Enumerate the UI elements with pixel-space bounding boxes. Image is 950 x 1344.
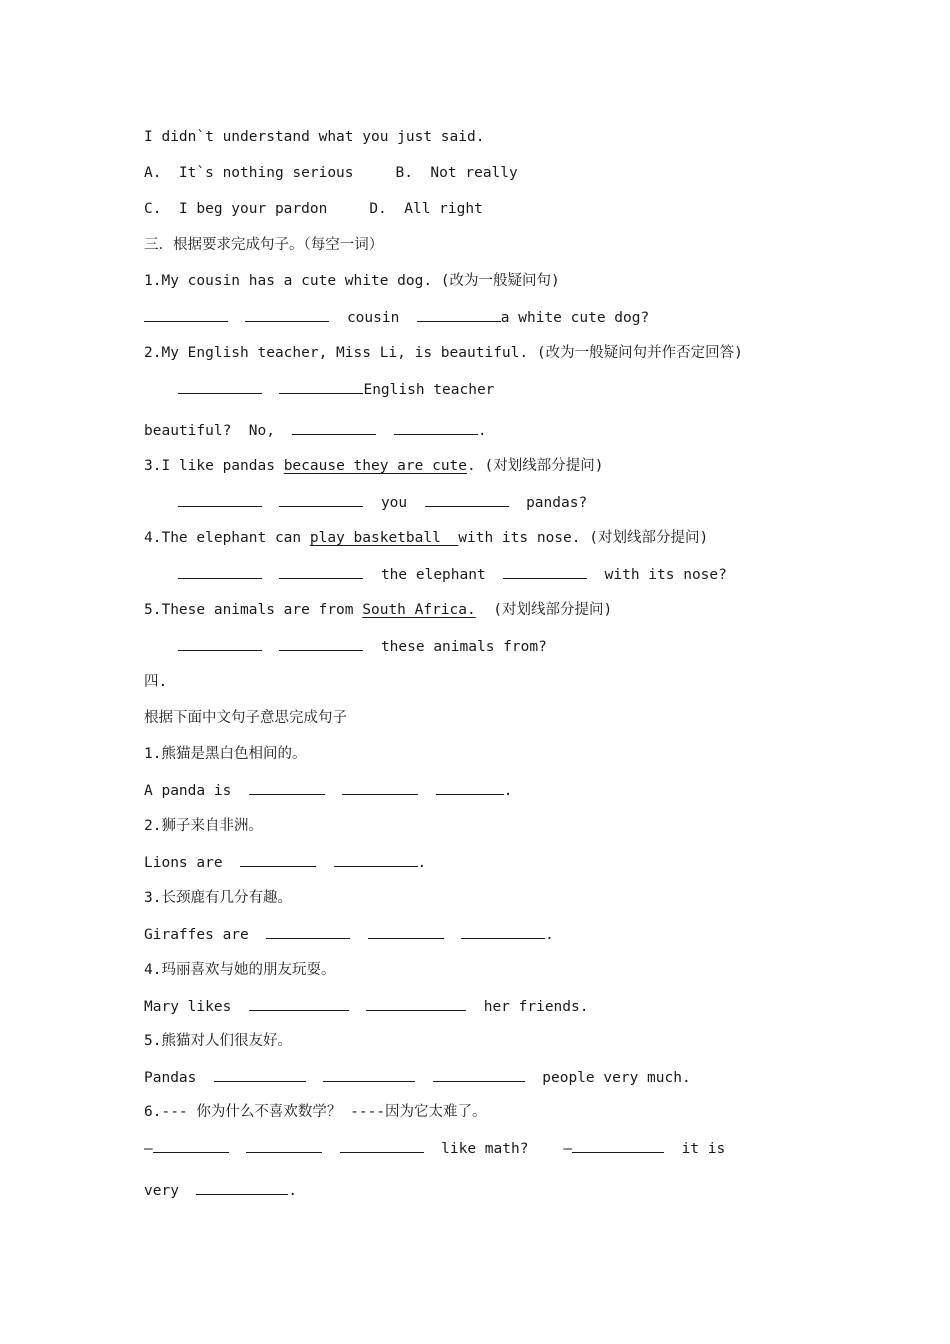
- answer-blank[interactable]: [279, 379, 363, 394]
- text-segment: 2.狮子来自非洲。: [144, 818, 263, 834]
- text-segment: English teacher: [363, 382, 495, 398]
- item-4-4-answer: [144, 996, 588, 1017]
- answer-blank[interactable]: [178, 492, 262, 507]
- option-b: B. Not really: [395, 165, 518, 181]
- text-segment: Giraffes are: [144, 927, 249, 943]
- text-segment: 3.I like pandas: [144, 458, 284, 474]
- answer-blank[interactable]: [249, 996, 349, 1011]
- section-4-heading: [144, 672, 167, 692]
- text-segment: .: [288, 1183, 298, 1199]
- item-3-5: [144, 600, 612, 620]
- text-segment: cousin: [346, 310, 400, 326]
- answer-blank[interactable]: [503, 564, 587, 579]
- text-segment: .: [477, 423, 487, 439]
- text-segment: .: [545, 927, 554, 943]
- text-segment: pandas?: [526, 495, 588, 511]
- text-segment: (对划线部分提问): [475, 602, 613, 618]
- answer-blank[interactable]: [425, 492, 509, 507]
- section-3-heading: [144, 235, 383, 255]
- answer-blank[interactable]: [266, 924, 350, 939]
- item-4-2-answer: [144, 852, 426, 873]
- text-segment: with its nose. (对划线部分提问): [458, 530, 709, 546]
- answer-blank[interactable]: [342, 780, 418, 795]
- text-segment: 4.The elephant can: [144, 530, 310, 546]
- answer-blank[interactable]: [366, 996, 466, 1011]
- answer-blank[interactable]: [340, 1138, 424, 1153]
- answer-blank[interactable]: [433, 1067, 525, 1082]
- text-segment: the elephant: [380, 567, 486, 583]
- text-segment: beautiful? No,: [144, 423, 275, 439]
- text-segment: 3.长颈鹿有几分有趣。: [144, 890, 292, 906]
- item-3-1-answer: [144, 307, 649, 328]
- answer-blank[interactable]: [279, 492, 363, 507]
- underlined-phrase: play basketball: [309, 530, 459, 546]
- text-segment: you: [380, 495, 408, 511]
- underlined-phrase: South Africa.: [362, 602, 476, 618]
- answer-blank[interactable]: [323, 1067, 415, 1082]
- section-4-instructions: [144, 708, 347, 728]
- item-3-5-answer: [178, 636, 547, 657]
- answer-blank[interactable]: [178, 636, 262, 651]
- answer-blank[interactable]: [144, 307, 228, 322]
- text-segment: —: [563, 1141, 573, 1157]
- text-segment: .: [417, 855, 427, 871]
- answer-blank[interactable]: [178, 564, 262, 579]
- text-segment: 1.熊猫是黑白色相间的。: [144, 746, 307, 762]
- answer-blank[interactable]: [572, 1138, 664, 1153]
- options-row-1: [144, 163, 518, 183]
- answer-blank[interactable]: [394, 420, 478, 435]
- answer-blank[interactable]: [436, 780, 504, 795]
- text-segment: —: [144, 1141, 153, 1157]
- item-4-6-answer-cont: [144, 1180, 297, 1201]
- option-a: A. It`s nothing serious: [144, 165, 354, 181]
- options-row-2: [144, 199, 483, 219]
- item-3-2-answer: [178, 379, 494, 400]
- answer-blank[interactable]: [461, 924, 545, 939]
- item-4-6: [144, 1102, 487, 1122]
- answer-blank[interactable]: [245, 307, 329, 322]
- answer-blank[interactable]: [417, 307, 501, 322]
- item-4-1: [144, 744, 306, 764]
- text-segment: .: [503, 783, 513, 799]
- text-segment: it is: [681, 1141, 726, 1157]
- text-segment: Pandas: [144, 1070, 197, 1086]
- item-3-3-answer: [178, 492, 587, 513]
- question-prompt: [144, 127, 484, 147]
- answer-blank[interactable]: [279, 564, 363, 579]
- answer-blank[interactable]: [334, 852, 418, 867]
- text-segment: 根据下面中文句子意思完成句子: [144, 710, 347, 726]
- item-3-4: [144, 528, 708, 548]
- item-4-3-answer: [144, 924, 554, 945]
- item-3-3: [144, 456, 603, 476]
- text-segment: 2.My English teacher, Miss Li, is beautiful. (改为一般疑问句并作否定回答): [144, 345, 743, 361]
- item-3-4-answer: [178, 564, 727, 585]
- answer-blank[interactable]: [292, 420, 376, 435]
- item-3-2: [144, 343, 743, 363]
- text-segment: like math?: [441, 1141, 529, 1157]
- answer-blank[interactable]: [368, 924, 444, 939]
- answer-blank[interactable]: [249, 780, 325, 795]
- text-segment: 5.熊猫对人们很友好。: [144, 1033, 292, 1049]
- answer-blank[interactable]: [246, 1138, 322, 1153]
- text-segment: A panda is: [144, 783, 232, 799]
- item-4-4: [144, 960, 335, 980]
- text-segment: Lions are: [144, 855, 223, 871]
- item-4-6-answer: [144, 1138, 725, 1159]
- text-segment: with its nose?: [604, 567, 727, 583]
- item-3-1: [144, 271, 560, 291]
- answer-blank[interactable]: [196, 1180, 288, 1195]
- text-segment: her friends.: [483, 999, 589, 1015]
- text-segment: Mary likes: [144, 999, 232, 1015]
- answer-blank[interactable]: [214, 1067, 306, 1082]
- text-segment: a white cute dog?: [500, 310, 650, 326]
- item-4-5: [144, 1031, 292, 1051]
- text-segment: 5.These animals are from: [144, 602, 363, 618]
- answer-blank[interactable]: [153, 1138, 229, 1153]
- item-4-3: [144, 888, 292, 908]
- answer-blank[interactable]: [279, 636, 363, 651]
- text-segment: very: [144, 1183, 179, 1199]
- option-d: D. All right: [369, 201, 483, 217]
- text-segment: 4.玛丽喜欢与她的朋友玩耍。: [144, 962, 336, 978]
- text-segment: these animals from?: [380, 639, 547, 655]
- answer-blank[interactable]: [178, 379, 262, 394]
- text-segment: I didn`t understand what you just said.: [144, 129, 485, 145]
- item-3-2-answer-cont: [144, 420, 487, 441]
- text-segment: 6.--- 你为什么不喜欢数学？ ----因为它太难了。: [144, 1104, 487, 1120]
- underlined-phrase: because they are cute: [283, 458, 468, 474]
- item-4-1-answer: [144, 780, 512, 801]
- text-segment: people very much.: [542, 1070, 691, 1086]
- text-segment: . (对划线部分提问): [467, 458, 604, 474]
- text-segment: 1.My cousin has a cute white dog. (改为一般疑问句): [144, 273, 560, 289]
- option-c: C. I beg your pardon: [144, 201, 328, 217]
- text-segment: 三．根据要求完成句子。（每空一词）: [144, 237, 384, 253]
- item-4-5-answer: [144, 1067, 691, 1088]
- item-4-2: [144, 816, 263, 836]
- text-segment: 四.: [144, 674, 168, 690]
- answer-blank[interactable]: [240, 852, 316, 867]
